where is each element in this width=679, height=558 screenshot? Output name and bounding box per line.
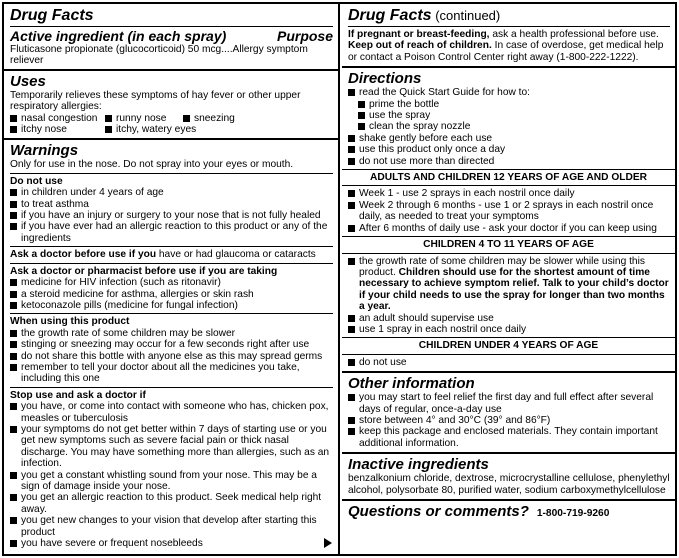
do-not-use-heading: Do not use	[10, 175, 63, 187]
ask-pharmacist-heading: Ask a doctor or pharmacist before use if you are taking	[10, 265, 278, 277]
warnings-heading: Warnings	[10, 142, 79, 160]
list-item: you have severe or frequent nosebleeds	[10, 538, 333, 549]
list-item: use the spray	[358, 110, 670, 121]
list-item: do not use more than directed	[348, 156, 670, 167]
when-using-heading: When using this product	[10, 316, 130, 328]
active-ingredient-heading: Active ingredient (in each spray)	[10, 28, 227, 44]
list-item: ketoconazole pills (medicine for fungal infection)	[10, 300, 333, 311]
keep-out-bold: Keep out of reach of children.	[348, 40, 492, 52]
stop-use-list	[10, 401, 333, 549]
drug-facts-title: Drug Facts	[10, 7, 94, 24]
warnings-section	[4, 140, 338, 552]
active-ingredient-section	[4, 4, 338, 71]
questions-section	[342, 501, 675, 523]
list-item: the growth rate of some children may be slower	[10, 328, 333, 339]
list-item: do not share this bottle with anyone else as this may spread germs	[10, 351, 333, 362]
children-heading: CHILDREN 4 TO 11 YEARS OF AGE	[342, 236, 675, 253]
adults-heading: ADULTS AND CHILDREN 12 YEARS OF AGE AND OLDER	[342, 169, 675, 186]
list-item: keep this package and enclosed materials. They contain important additional information.	[348, 426, 670, 449]
questions-heading: Questions or comments?	[348, 503, 529, 520]
symptom-list	[10, 113, 333, 136]
when-using-block	[10, 313, 333, 384]
adults-list	[348, 188, 670, 234]
ask-pharmacist-list	[10, 277, 333, 311]
list-item: you get new changes to your vision that develop after starting this product	[10, 515, 333, 538]
active-ingredient-line: Fluticasone propionate (glucocorticoid) 50 mcg....Allergy symptom reliever	[10, 44, 308, 67]
questions-phone: 1-800-719-9260	[536, 508, 610, 519]
list-item: shake gently before each use	[348, 133, 670, 144]
list-item: if you have ever had an allergic reaction to this product or any of the ingredients	[10, 221, 333, 244]
inactive-ingredients-heading: Inactive ingredients	[348, 456, 489, 474]
list-item: your symptoms do not get better within 7 days of starting use or you get new symptoms such as severe facial pain or thick nasal discharge. You may have something more than allergies, such as an infection.	[10, 424, 333, 470]
list-item: prime the bottle	[358, 99, 670, 110]
list-item: you get an allergic reaction to this product. Seek medical help right away.	[10, 492, 333, 515]
ask-pharmacist-block	[10, 263, 333, 312]
do-not-use-list	[10, 187, 333, 244]
list-item: you may start to feel relief the first day and full effect after several days of regular, once-a-day use	[348, 392, 670, 415]
list-item: you get a constant whistling sound from your nose. This may be a sign of damage inside your nose.	[10, 470, 333, 493]
under4-list	[348, 357, 670, 368]
uses-intro: Temporarily relieves these symptoms of hay fever or other upper respiratory allergies:	[10, 89, 301, 113]
inactive-ingredients-text: benzalkonium chloride, dextrose, microcrystalline cellulose, phenylethyl alcohol, polysorbate 80, purified water, sodium carboxymethylcellulose	[348, 473, 670, 496]
ask-doctor-rest: have or had glaucoma or cataracts	[156, 249, 316, 261]
list-item: read the Quick Start Guide for how to:	[348, 87, 670, 98]
list-item: in children under 4 years of age	[10, 187, 333, 198]
other-information-list	[348, 392, 670, 449]
list-item	[348, 256, 670, 313]
right-column	[342, 4, 675, 554]
children-list	[348, 256, 670, 336]
symptom-item: nasal congestion	[10, 113, 105, 124]
directions-list	[348, 87, 670, 167]
directions-section	[342, 68, 675, 373]
ask-doctor-block	[10, 246, 333, 260]
list-item: do not use	[348, 357, 670, 368]
purpose-heading: Purpose	[276, 28, 333, 44]
list-item: to treat asthma	[10, 199, 333, 210]
list-item: After 6 months of daily use - ask your doctor if you can keep using	[348, 223, 670, 234]
list-item: an adult should supervise use	[348, 313, 670, 324]
symptom-item: sneezing	[183, 113, 273, 124]
ask-doctor-bold: Ask a doctor before use if you	[10, 249, 157, 261]
list-item: Week 2 through 6 months - use 1 or 2 sprays in each nostril once daily, as needed to treat your symptoms	[348, 200, 670, 223]
list-item: clean the spray nozzle	[358, 121, 670, 132]
children-first-bold: Children should use for the shortest amount of time necessary to achieve symptom relief. Talk to your child’s doctor if your child needs to use the spray for longer than two months a year.	[359, 266, 669, 313]
list-item: if you have an injury or surgery to your nose that is not fully healed	[10, 210, 333, 221]
warnings-intro: Only for use in the nose. Do not spray into your eyes or mouth.	[10, 159, 294, 171]
list-item: use this product only once a day	[348, 144, 670, 155]
when-using-list	[10, 328, 333, 385]
pregnancy-section	[342, 4, 675, 68]
uses-section	[4, 71, 338, 141]
pregnant-bold: If pregnant or breast-feeding,	[348, 29, 490, 40]
drug-facts-panel	[2, 2, 677, 556]
list-item: remember to tell your doctor about all the medicines you take, including this one	[10, 362, 333, 385]
other-information-heading: Other information	[348, 375, 475, 393]
do-not-use-block	[10, 173, 333, 244]
uses-heading: Uses	[10, 72, 46, 90]
drug-facts-title-continued: Drug Facts	[348, 7, 432, 24]
other-information-section	[342, 373, 675, 454]
symptom-item: itchy, watery eyes	[105, 124, 273, 135]
stop-use-heading: Stop use and ask a doctor if	[10, 389, 146, 401]
list-item: medicine for HIV infection (such as ritonavir)	[10, 277, 333, 288]
stop-use-block	[10, 387, 333, 550]
under4-heading: CHILDREN UNDER 4 YEARS OF AGE	[342, 337, 675, 354]
symptom-item: runny nose	[105, 113, 183, 124]
keep-out-rest: In case of overdose, get medical help or contact a Poison Control Center right away (1-800-222-1222).	[348, 40, 664, 63]
list-item: use 1 spray in each nostril once daily	[348, 324, 670, 335]
left-column	[4, 4, 340, 554]
list-item: you have, or come into contact with someone who has, chicken pox, measles or tuberculosis	[10, 401, 333, 424]
pregnant-rest: ask a health professional before use.	[489, 29, 659, 40]
directions-heading: Directions	[348, 70, 422, 88]
list-item: stinging or sneezing may occur for a few seconds right after use	[10, 339, 333, 350]
list-item: a steroid medicine for asthma, allergies or skin rash	[10, 289, 333, 300]
inactive-ingredients-section	[342, 454, 675, 501]
list-item: store between 4° and 30°C (39° and 86°F)	[348, 415, 670, 426]
continue-arrow-icon	[324, 538, 332, 548]
list-item: Week 1 - use 2 sprays in each nostril once daily	[348, 188, 670, 199]
children-first: the growth rate of some children may be slower while using this product.	[359, 255, 645, 278]
symptom-item: itchy nose	[10, 124, 105, 135]
continued-label: (continued)	[431, 8, 501, 23]
